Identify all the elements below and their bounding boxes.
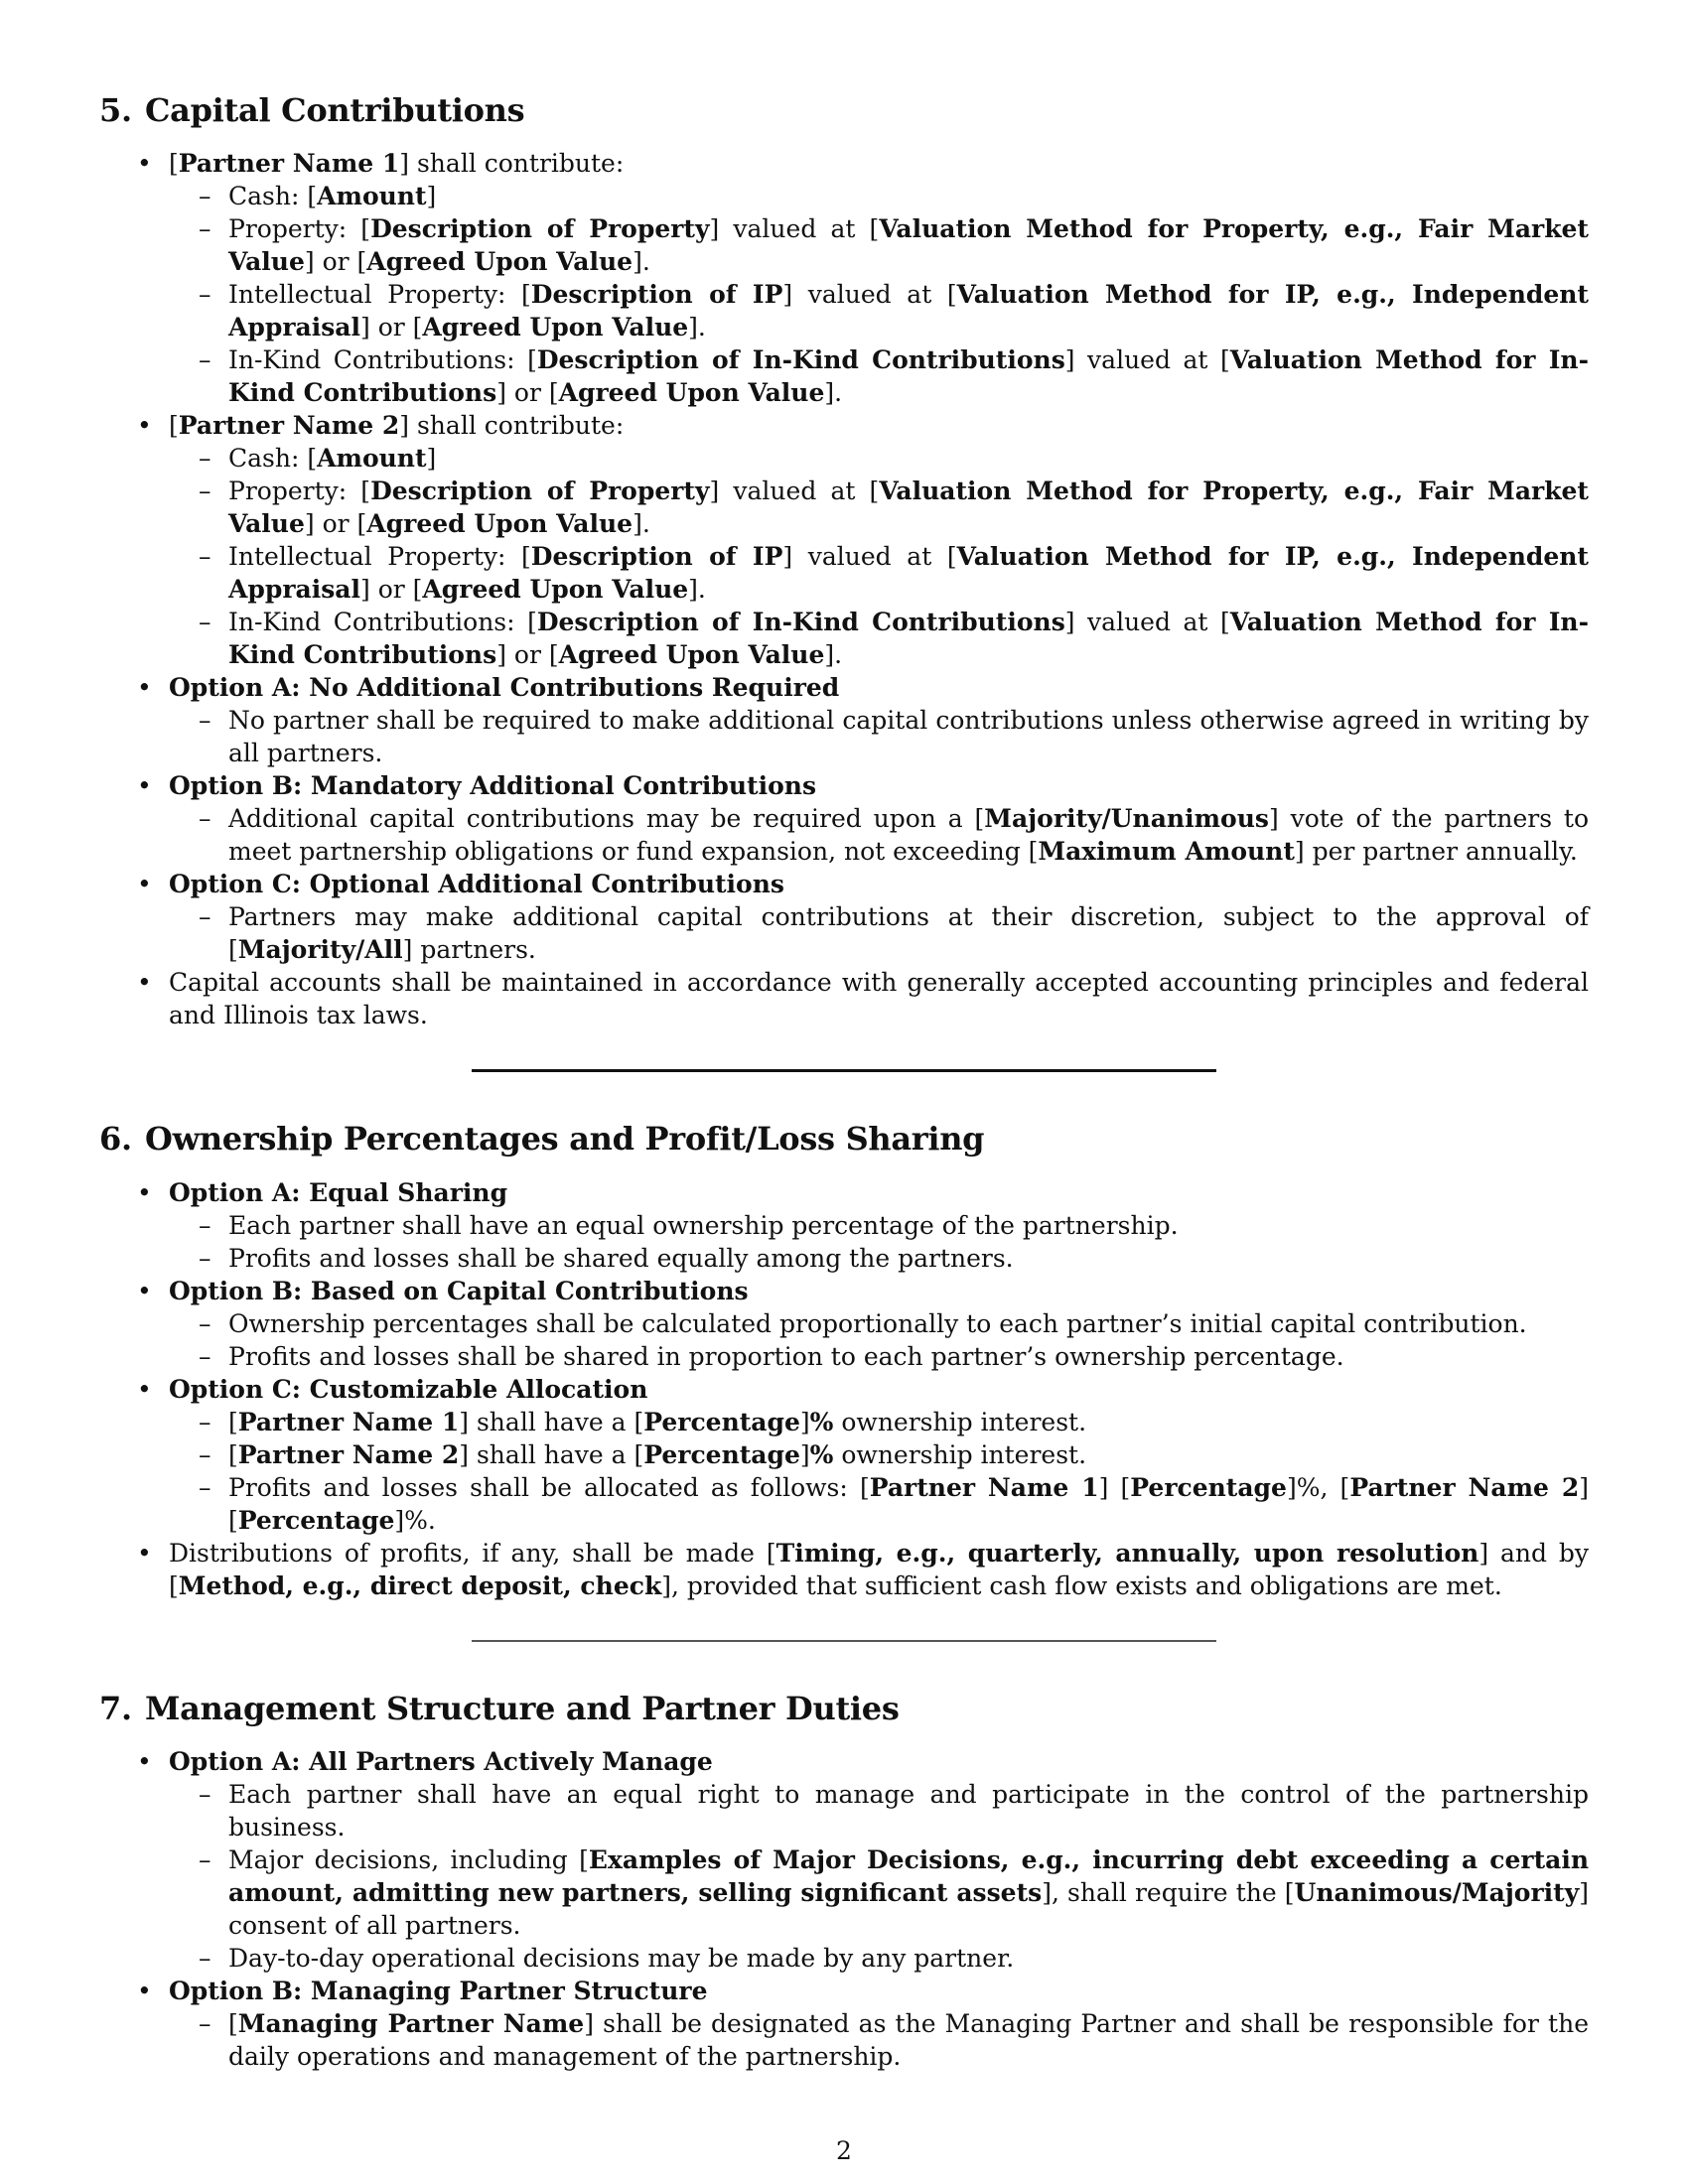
text-run: ]%. xyxy=(394,1505,436,1535)
bold-text-run: Partner Name 1 xyxy=(178,149,400,179)
bold-text-run: Description of In-Kind Contributions xyxy=(536,345,1065,375)
sub-item xyxy=(228,180,1589,212)
bold-text-run: Description of In-Kind Contributions xyxy=(536,608,1065,637)
text-run: ] valued at [ xyxy=(709,477,880,506)
text-run: ] or [ xyxy=(360,313,423,342)
bullet-item xyxy=(169,1275,1589,1373)
section-heading xyxy=(99,1120,1589,1158)
text-run: ] valued at [ xyxy=(782,542,957,572)
text-run: ] [ xyxy=(228,1472,1589,1535)
section-divider xyxy=(472,1069,1216,1072)
bold-text-run: Timing, e.g., quarterly, annually, upon resolution xyxy=(775,1538,1479,1568)
sub-list xyxy=(169,704,1589,769)
text-run: Intellectual Property: [ xyxy=(228,542,531,572)
text-run: ] or [ xyxy=(304,509,367,539)
bold-text-run: Agreed Upon Value xyxy=(366,247,633,277)
bold-text-run: Valuation Method for In-Kind Contributions xyxy=(228,345,1589,408)
text-run: ]. xyxy=(633,247,650,277)
text-run: ] and by [ xyxy=(169,1538,1589,1600)
bold-text-run: Option A: Equal Sharing xyxy=(169,1177,508,1207)
sub-item xyxy=(228,900,1589,966)
bold-text-run: Valuation Method for In-Kind Contributions xyxy=(228,608,1589,670)
text-run: ] shall have a [ xyxy=(459,1407,644,1436)
bold-text-run: Agreed Upon Value xyxy=(422,313,689,342)
bold-text-run: Description of Property xyxy=(370,214,710,244)
text-run: ] valued at [ xyxy=(1064,608,1230,637)
bullet-item xyxy=(169,868,1589,966)
text-run: ownership interest. xyxy=(833,1439,1087,1469)
text-run: ] shall contribute: xyxy=(399,149,625,179)
text-run: ], shall require the [ xyxy=(1042,1878,1295,1908)
text-run: ] shall be designated as the Managing Partner and shall be responsible for the daily operations and management of the partnership. xyxy=(228,2009,1589,2072)
text-run: ] valued at [ xyxy=(709,214,880,244)
text-run: ] shall have a [ xyxy=(459,1439,644,1469)
sub-item xyxy=(228,606,1589,671)
sub-list xyxy=(169,1209,1589,1275)
bold-text-run: Option A: All Partners Actively Manage xyxy=(169,1747,713,1777)
section-heading xyxy=(99,1690,1589,1727)
bold-text-run: Partner Name 1 xyxy=(237,1407,460,1436)
text-run: ] xyxy=(426,182,437,211)
bullet-text xyxy=(169,411,624,440)
bullet-item xyxy=(169,769,1589,868)
sub-item xyxy=(228,2007,1589,2073)
bold-text-run: Unanimous/Majority xyxy=(1294,1878,1580,1908)
text-run: ] xyxy=(426,444,437,474)
text-run: Profits and losses shall be shared equally among the partners. xyxy=(228,1243,1014,1273)
text-run: ] valued at [ xyxy=(782,280,957,310)
bold-text-run: Examples of Major Decisions, e.g., incurring debt exceeding a certain amount, admitting new partners, selling significant assets xyxy=(228,1845,1589,1908)
text-run: [ xyxy=(169,149,179,179)
bullet-item xyxy=(169,147,1589,409)
bold-text-run: Majority/All xyxy=(237,935,403,965)
bold-text-run: Option B: Based on Capital Contributions xyxy=(169,1276,749,1305)
bullet-text xyxy=(169,771,816,800)
bold-text-run: Percentage xyxy=(1130,1472,1287,1502)
sub-item xyxy=(228,343,1589,409)
sub-item xyxy=(228,802,1589,868)
sections-container xyxy=(99,91,1589,2073)
bullet-list xyxy=(99,147,1589,1031)
bullet-text xyxy=(169,870,784,898)
text-run: Cash: [ xyxy=(228,182,318,211)
text-run: ] shall contribute: xyxy=(399,411,625,441)
sub-item xyxy=(228,1242,1589,1275)
bullet-item xyxy=(169,966,1589,1031)
text-run: ]. xyxy=(824,378,843,408)
bullet-text xyxy=(169,673,839,702)
bold-text-run: Agreed Upon Value xyxy=(422,575,689,605)
text-run: Property: [ xyxy=(228,214,371,244)
bullet-item xyxy=(169,1975,1589,2073)
text-run: [ xyxy=(228,1407,238,1436)
text-run: ] xyxy=(799,1407,810,1436)
text-run: ]. xyxy=(824,640,843,670)
bullet-item xyxy=(169,1745,1589,1975)
bullet-list xyxy=(99,1176,1589,1602)
text-run: Intellectual Property: [ xyxy=(228,280,531,310)
text-run: ]%, [ xyxy=(1286,1472,1350,1502)
bold-text-run: Majority/Unanimous xyxy=(984,804,1269,834)
text-run: Additional capital contributions may be required upon a [ xyxy=(228,804,985,834)
bold-text-run: Option B: Managing Partner Structure xyxy=(169,1977,708,2006)
bold-text-run: Amount xyxy=(317,182,427,211)
bold-text-run: Percentage xyxy=(643,1439,800,1469)
text-run: Cash: [ xyxy=(228,444,318,474)
bullet-text xyxy=(169,1277,749,1305)
text-run: Major decisions, including [ xyxy=(228,1845,589,1875)
bold-text-run: Percentage xyxy=(643,1407,800,1436)
sub-item xyxy=(228,1471,1589,1537)
text-run: Profits and losses shall be shared in proportion to each partner’s ownership percentage. xyxy=(228,1341,1344,1371)
text-run: ] valued at [ xyxy=(1064,345,1230,375)
document-page xyxy=(99,91,1589,2073)
text-run: ] or [ xyxy=(304,247,367,277)
text-run: ] consent of all partners. xyxy=(228,1878,1589,1941)
sub-item xyxy=(228,1843,1589,1942)
text-run: Each partner shall have an equal right to manage and participate in the control of the partnership business. xyxy=(228,1780,1589,1843)
sub-list xyxy=(169,442,1589,671)
text-run: ] or [ xyxy=(360,575,423,605)
text-run: Profits and losses shall be allocated as follows: [ xyxy=(228,1472,870,1502)
text-run: ownership interest. xyxy=(833,1407,1087,1436)
section-heading xyxy=(99,91,1589,129)
text-run: ] or [ xyxy=(496,378,559,408)
sub-item xyxy=(228,1942,1589,1975)
bold-text-run: Description of IP xyxy=(530,542,783,572)
bullet-text xyxy=(169,1977,707,2005)
section-number: 7. xyxy=(99,1689,132,1727)
text-run: Distributions of profits, if any, shall be made [ xyxy=(169,1538,776,1568)
sub-list xyxy=(169,1406,1589,1537)
text-run: ]. xyxy=(633,509,650,539)
bold-text-run: Description of IP xyxy=(530,280,783,310)
bold-text-run: % xyxy=(809,1407,834,1436)
sub-item xyxy=(228,442,1589,475)
bold-text-run: Valuation Method for Property, e.g., Fair Market Value xyxy=(228,477,1589,539)
bold-text-run: Option B: Mandatory Additional Contributions xyxy=(169,771,817,801)
sub-item xyxy=(228,1406,1589,1438)
text-run: No partner shall be required to make additional capital contributions unless otherwise agreed in writing by all partners. xyxy=(228,706,1589,768)
bold-text-run: Valuation Method for IP, e.g., Independent Appraisal xyxy=(228,542,1589,605)
text-run: In-Kind Contributions: [ xyxy=(228,608,537,637)
sub-item xyxy=(228,1438,1589,1471)
text-run: ] [ xyxy=(1098,1472,1131,1502)
sub-item xyxy=(228,1340,1589,1373)
bold-text-run: Option A: No Additional Contributions Required xyxy=(169,673,840,703)
section-divider xyxy=(472,1640,1216,1642)
bold-text-run: Partner Name 2 xyxy=(1349,1472,1580,1502)
bold-text-run: Partner Name 1 xyxy=(869,1472,1099,1502)
bullet-item xyxy=(169,409,1589,671)
sub-item xyxy=(228,1307,1589,1340)
bullet-item xyxy=(169,1373,1589,1537)
sub-list xyxy=(169,802,1589,868)
sub-item xyxy=(228,540,1589,606)
bold-text-run: Method, e.g., direct deposit, check xyxy=(178,1570,662,1600)
section-title: Management Structure and Partner Duties xyxy=(145,1689,900,1727)
bold-text-run: Option C: Customizable Allocation xyxy=(169,1374,648,1404)
bullet-text xyxy=(169,1539,1589,1600)
bold-text-run: Agreed Upon Value xyxy=(558,378,825,408)
bold-text-run: Partner Name 2 xyxy=(237,1439,460,1469)
text-run: ] per partner annually. xyxy=(1294,837,1578,867)
text-run: Day-to-day operational decisions may be made by any partner. xyxy=(228,1944,1015,1974)
bold-text-run: Description of Property xyxy=(370,477,710,506)
bold-text-run: Partner Name 2 xyxy=(178,411,400,441)
text-run: In-Kind Contributions: [ xyxy=(228,345,537,375)
sub-item xyxy=(228,1209,1589,1242)
sub-item xyxy=(228,475,1589,540)
bold-text-run: % xyxy=(809,1439,834,1469)
sub-item xyxy=(228,278,1589,343)
bold-text-run: Valuation Method for Property, e.g., Fair Market Value xyxy=(228,214,1589,277)
sub-list xyxy=(169,180,1589,409)
bullet-text xyxy=(169,968,1589,1029)
sub-item xyxy=(228,212,1589,278)
bullet-text xyxy=(169,1375,647,1404)
bullet-text xyxy=(169,1178,507,1207)
text-run: [ xyxy=(228,2009,238,2039)
bold-text-run: Maximum Amount xyxy=(1038,837,1295,867)
text-run: Property: [ xyxy=(228,477,371,506)
text-run: ] vote of the partners to meet partnership obligations or fund expansion, not exceeding [ xyxy=(228,804,1589,867)
section-title: Capital Contributions xyxy=(145,91,525,129)
text-run: Partners may make additional capital contributions at their discretion, subject to the approval of [ xyxy=(228,902,1589,965)
text-run: ] partners. xyxy=(402,935,536,965)
bullet-text xyxy=(169,149,624,178)
text-run: Capital accounts shall be maintained in accordance with generally accepted accounting principles and federal and Illinois tax laws. xyxy=(169,968,1589,1030)
text-run: Each partner shall have an equal ownership percentage of the partnership. xyxy=(228,1210,1179,1240)
sub-list xyxy=(169,900,1589,966)
bold-text-run: Agreed Upon Value xyxy=(558,640,825,670)
bold-text-run: Managing Partner Name xyxy=(237,2009,585,2039)
bullet-item xyxy=(169,1537,1589,1602)
text-run: ] xyxy=(799,1439,810,1469)
sub-list xyxy=(169,2007,1589,2073)
section-number: 5. xyxy=(99,91,132,129)
bold-text-run: Agreed Upon Value xyxy=(366,509,633,539)
text-run: [ xyxy=(228,1439,238,1469)
sub-item xyxy=(228,704,1589,769)
bullet-item xyxy=(169,671,1589,769)
bold-text-run: Percentage xyxy=(237,1505,395,1535)
page-number: 2 xyxy=(836,2136,852,2165)
sub-list xyxy=(169,1307,1589,1373)
text-run: ]. xyxy=(688,575,706,605)
sub-list xyxy=(169,1778,1589,1975)
bullet-item xyxy=(169,1176,1589,1275)
section-number: 6. xyxy=(99,1120,132,1159)
text-run: Ownership percentages shall be calculated proportionally to each partner’s initial capital contribution. xyxy=(228,1308,1527,1338)
bullet-text xyxy=(169,1747,713,1776)
section-title: Ownership Percentages and Profit/Loss Sharing xyxy=(145,1120,985,1159)
bold-text-run: Amount xyxy=(317,444,427,474)
bold-text-run: Option C: Optional Additional Contributions xyxy=(169,870,784,899)
bold-text-run: Valuation Method for IP, e.g., Independent Appraisal xyxy=(228,280,1589,342)
sub-item xyxy=(228,1778,1589,1843)
bullet-list xyxy=(99,1745,1589,2073)
text-run: ]. xyxy=(688,313,706,342)
text-run: ], provided that sufficient cash flow exists and obligations are met. xyxy=(661,1570,1502,1600)
text-run: ] or [ xyxy=(496,640,559,670)
text-run: [ xyxy=(169,411,179,441)
